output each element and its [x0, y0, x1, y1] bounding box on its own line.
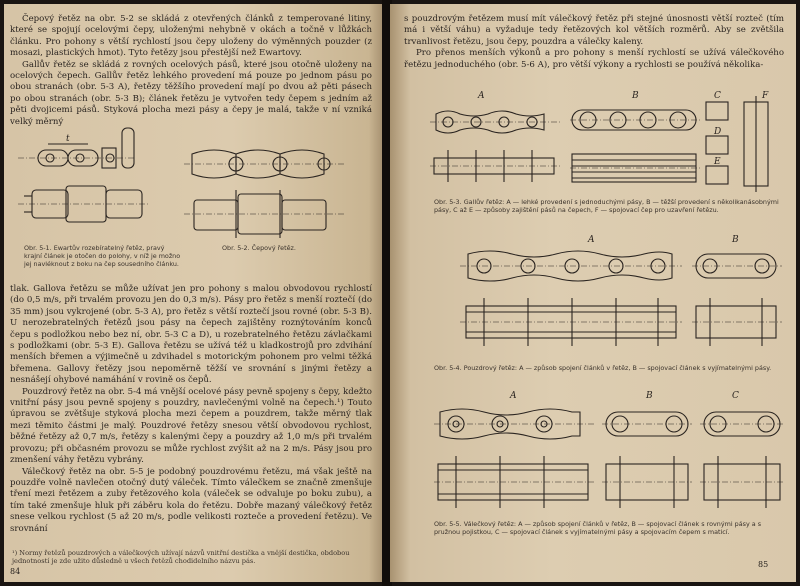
label-e: E [714, 157, 721, 167]
page-number: 85 [758, 560, 769, 569]
paragraph: Pro přenos menších výkonů a pro pohony s menší rychlostí se užívá válečkového řetězu jednoduchého (obr. 5-6 A), pro větší výkony a rychlosti se používá několika- [404, 48, 784, 70]
figure-5-2-caption: Obr. 5-2. Čepový řetěz. [222, 244, 296, 252]
label-a: A [510, 391, 517, 401]
figure-gall-chain [430, 88, 786, 194]
label-a: A [588, 235, 595, 245]
footnote: ¹) Normy řetězů pouzdrových a válečkových užívají názvů vnitřní destička a vnější destička, obdobou jednotností je zde užito důsledně u všech řetězů chodidelního názvu pás. [12, 549, 350, 565]
paragraph: Válečkový řetěz na obr. 5-5 je podobný pouzdrovému řetězu, má však ještě na pouzdře volně navlečen otočný dutý váleček. Tímto válečkem se značně zmenšuje tření mezi řetězem a zuby řetězového kola (váleček se odvaluje po boku zubu), a tím také zmenšuje hluk při záběru kola do řetězu. Dobře mazaný válečkový řetěz snese velkou rychlost (5 až 20 m/s, podle velikosti rozteče a provedení řetězu). Ve srovnání [10, 466, 372, 534]
label-c: C [714, 91, 721, 101]
label-a: A [478, 91, 485, 101]
figure-5-4-caption: Obr. 5-4. Pouzdrový řetěz: A — způsob spojení článků v řetěz, B — spojovací článek s vyjímatelnými pásy. [434, 364, 772, 372]
paragraph: s pouzdrovým řetězem musí mít válečkový řetěz při stejné únosnosti větší rozteč (tím má i větší váhu) a vyžaduje tedy řetězových kol větších rozměrů. Aby se zvětšila trvanlivost řetězu, jsou čepy, pouzdra a válečky kaleny. [404, 14, 784, 47]
figure-5-3-caption: Obr. 5-3. Gallův řetěz: A — lehké provedení s jednoduchými pásy, B — těžší provedení s několikanásobnými pásy, C až E — způsoby zajištění pásů na čepech, F — spojovací čep pro uzavření řetězu. [434, 198, 779, 214]
paragraph: Gallův řetěz se skládá z rovných ocelových pásů, které jsou otočně uloženy na ocelových čepech. Gallův řetěz lehkého provedení má pouze po jednom pásu po obou stranách (obr. 5-3 A), řetězy těžšího provedení mají po dvou až pěti pásech po obou stranách (obr. 5-3 B); článek řetězu je vytvořen tedy čepem s jedním až pěti dvojicemi pásů. Styková plocha mezi pásy a čepy je malá, takže v ní vzniká velký měrný [10, 59, 372, 127]
page-number: 84 [10, 567, 21, 576]
figure-ewart-chain [18, 122, 168, 240]
figure-5-1-caption: Obr. 5-1. Ewartův rozebíratelný řetěz, pravý krajní článek je otočen do polohy, v níž je možno jej navléknout z boku na čep sousedního článku. [24, 244, 181, 268]
left-intro-text [10, 14, 372, 128]
paragraph: Čepový řetěz na obr. 5-2 se skládá z otevřených článků z temperované litiny, které se spojují ocelovými čepy, uloženými nehybně v okách a točně v lůžkách článku. Pro pohony s větší rychlostí jsou čepy uloženy do výměnných pouzder (z mosazi, plastických hmot). Tyto řetězy jsou přestější než Ewartovy. [10, 14, 372, 59]
right-page [390, 4, 796, 582]
right-intro-text [404, 14, 784, 71]
label-c: C [732, 391, 739, 401]
paragraph: Pouzdrový řetěz na obr. 5-4 má vnější ocelové pásy pevně spojeny s čepy, kdežto vnitřní pásy jsou pevně spojeny s pouzdry, navlečenými volně na čepech.¹) Touto úpravou se zvětšuje styková plocha mezi čepem a pouzdrem, takže měrný tlak mezi těmito částmi je malý. Pouzdrové řetězy snesou větší obvodovou rychlost, běžné řetězy až 0,7 m/s, řetězy s kalenými čepy a pouzdry až 1,0 m/s při trvalém provozu; při občasném provozu se může rychlost zvýšit až na 2 m/s. Pásy jsou pro zmenšení váhy řetězu vybrány. [10, 386, 372, 466]
figure-roller-chain [434, 386, 786, 516]
figure-bush-chain [460, 232, 786, 360]
label-f: F [762, 91, 769, 101]
dimension-t: t [66, 134, 70, 144]
figure-pin-chain [184, 142, 348, 240]
label-b: B [646, 391, 653, 401]
label-d: D [714, 127, 722, 137]
figure-5-5-caption: Obr. 5-5. Válečkový řetěz: A — způsob spojení článků v řetěz, B — spojovací článek s rovnými pásy a s pružnou pojistkou, C — spojovací článek s vyjímatelnými pásy a spojovacím čepem s maticí. [434, 520, 762, 536]
label-b: B [732, 235, 739, 245]
label-b: B [632, 91, 639, 101]
left-page [4, 4, 384, 582]
paragraph: tlak. Gallova řetězu se může užívat jen pro pohony s malou obvodovou rychlostí (do 0,5 m/s, při trvalém provozu jen do 0,3 m/s). Pásy pro řetěz s menší roztečí (do 35 mm) jsou vykrojené (obr. 5-3 A), pro řetěz s větší roztečí jsou rovné (obr. 5-3 B). U nerozebratelných řetězů jsou pásy na čepech zajištěny roznýtováním konců čepu s podložkou nebo bez ní, obr. 5-3 C a D), u rozebratelného řetězu závlačkami s podložkami (obr. 5-3 E). Gallova řetězu se užívá též u kladkostrojů pro zdvihání menších břemen a výjimečně u zdvihadel s motorickým pohonem pro velmi těžká břemena. Gallovy řetězy jsou nepoměrně těžší ve srovnání s jinými řetězy a nesnášejí ohybové namáhání v rovině os čepů. [10, 284, 372, 386]
left-body-text [10, 284, 372, 535]
